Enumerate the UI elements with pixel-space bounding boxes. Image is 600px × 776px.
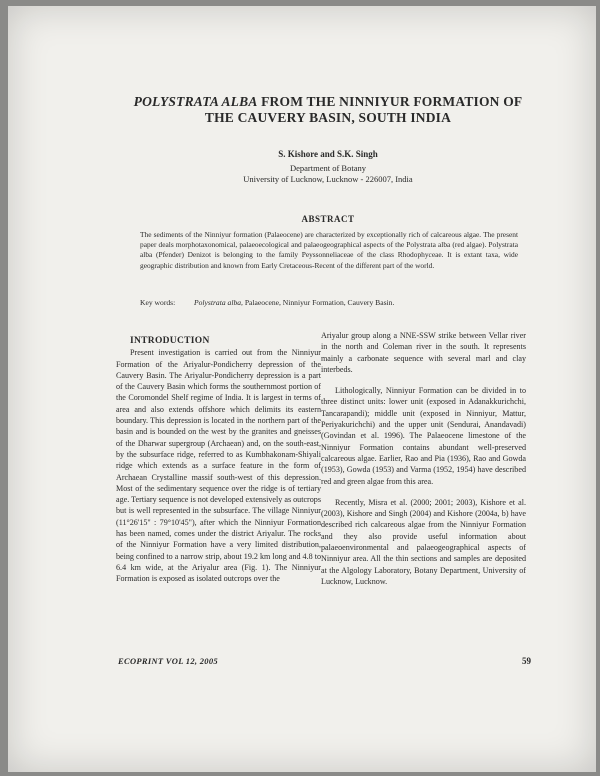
affiliation-dept: Department of Botany	[289, 163, 366, 173]
title-line-1-rest: FROM THE NINNIYUR FORMATION OF	[257, 94, 523, 109]
keywords-rest: Palaeocene, Ninniyur Formation, Cauvery Basin.	[242, 298, 395, 307]
keywords	[140, 298, 560, 307]
affiliation	[68, 163, 588, 185]
abstract-text: The sediments of the Ninniyur formation (Palaeocene) are characterized by exceptionally rich of calcareous algae. The present paper deals morphotaxonomical, palaeoecological and palaeogeographical aspects of the Polystrata alba (red algae). Polystrata alba (Pfender) Denizot is belonging to the family Peyssonneliaceae of the class Rhodophyceae. It is extant taxa, wide geographic distribution and known from Early Cretaceous-Recent of the different part of the world.	[140, 230, 518, 270]
intro-heading: INTRODUCTION	[130, 336, 210, 346]
paper-page	[8, 6, 596, 772]
left-column	[116, 336, 321, 585]
authors: S. Kishore and S.K. Singh	[278, 149, 378, 159]
affiliation-univ: University of Lucknow, Lucknow - 226007, India	[243, 174, 413, 184]
right-column	[321, 330, 526, 587]
keywords-label: Key words:	[140, 298, 176, 307]
intro-paragraph-1: Present investigation is carried out from the Ninniyur Formation of the Ariyalur-Pondicherry depression of the Cauvery Basin. The Ariyalur-Pondicherry depression is a part of the Cauvery Basin which forms the southernmost portion of the Coromondel Shelf regime of India. It is largest in terms of area and also extends offshore which delimits its eastern boundary. This depression is located in the northern part of the basin and is bounded on the west by the granites and gneisses of the Dharwar supergroup (Archaean) and, on the south-east, by the subsurface ridge, referred to as Kumbhakonam-Shiyali ridge which extends as a surface feature in the form of Archaean Crystalline massif south-west of this depression. Most of the sedimentary sequence over the ridge is of tertiary age. Tertiary sequence is not developed extensively as outcrops but is well represented in the subsurface. The village Ninniyur (11°26'15" : 79°10'45"), after which the Ninniyur Formation has been named, comes under the district Ariyalur. The rocks of the Ninniyur Formation have a very limited distribution, being confined to a narrow strip, about 19.2 km long and 4.8 to 6.4 km wide, at the Ariyalur area (Fig. 1). The Ninniyur Formation is exposed as isolated outcrops over the	[116, 348, 321, 584]
journal-footer: ECOPRINT VOL 12, 2005	[118, 656, 218, 666]
title-line-1	[68, 94, 588, 110]
paper-title	[68, 94, 588, 126]
title-italic-taxon: POLYSTRATA ALBA	[133, 94, 258, 109]
page-number: 59	[522, 656, 531, 666]
keywords-italic: Polystrata alba,	[194, 298, 243, 307]
intro-paragraph-2: Ariyalur group along a NNE-SSW strike between Vellar river in the north and Coleman river in the south. It represents mainly a carbonate sequence with several marl and clay interbeds.	[321, 331, 526, 374]
intro-paragraph-3: Lithologically, Ninniyur Formation can be divided in to three distinct units: lower unit (exposed in Adanakkurichchi, Tancarapandi); middle unit (exposed in Ninniyur, Mattur, Periyakurichchi) and the upper unit (Sendurai, Anandavadi) (Govindan et al. 1996). The Palaeocene limestone of the Ninniyur Formation contains abundant well-preserved calcareous algae. Earlier, Rao and Pia (1936), Rao and Gowda (1953), Gowda (1953) and Varma (1952, 1954) have described red and green algae from this area.	[321, 386, 526, 486]
intro-paragraph-4: Recently, Misra et al. (2000; 2001; 2003), Kishore et al. (2003), Kishore and Singh (2004) and Kishore (2004a, b) have described rich calcareous algae from the Ninniyur Formation and they also provide useful information about palaeoenvironmental and palaeogeographical aspects of Ninniyur area. All the thin sections and samples are deposited at the Algology Laboratory, Botany Department, University of Lucknow, Lucknow.	[321, 497, 526, 586]
title-line-2: THE CAUVERY BASIN, SOUTH INDIA	[204, 110, 452, 125]
abstract-heading: ABSTRACT	[301, 214, 355, 224]
